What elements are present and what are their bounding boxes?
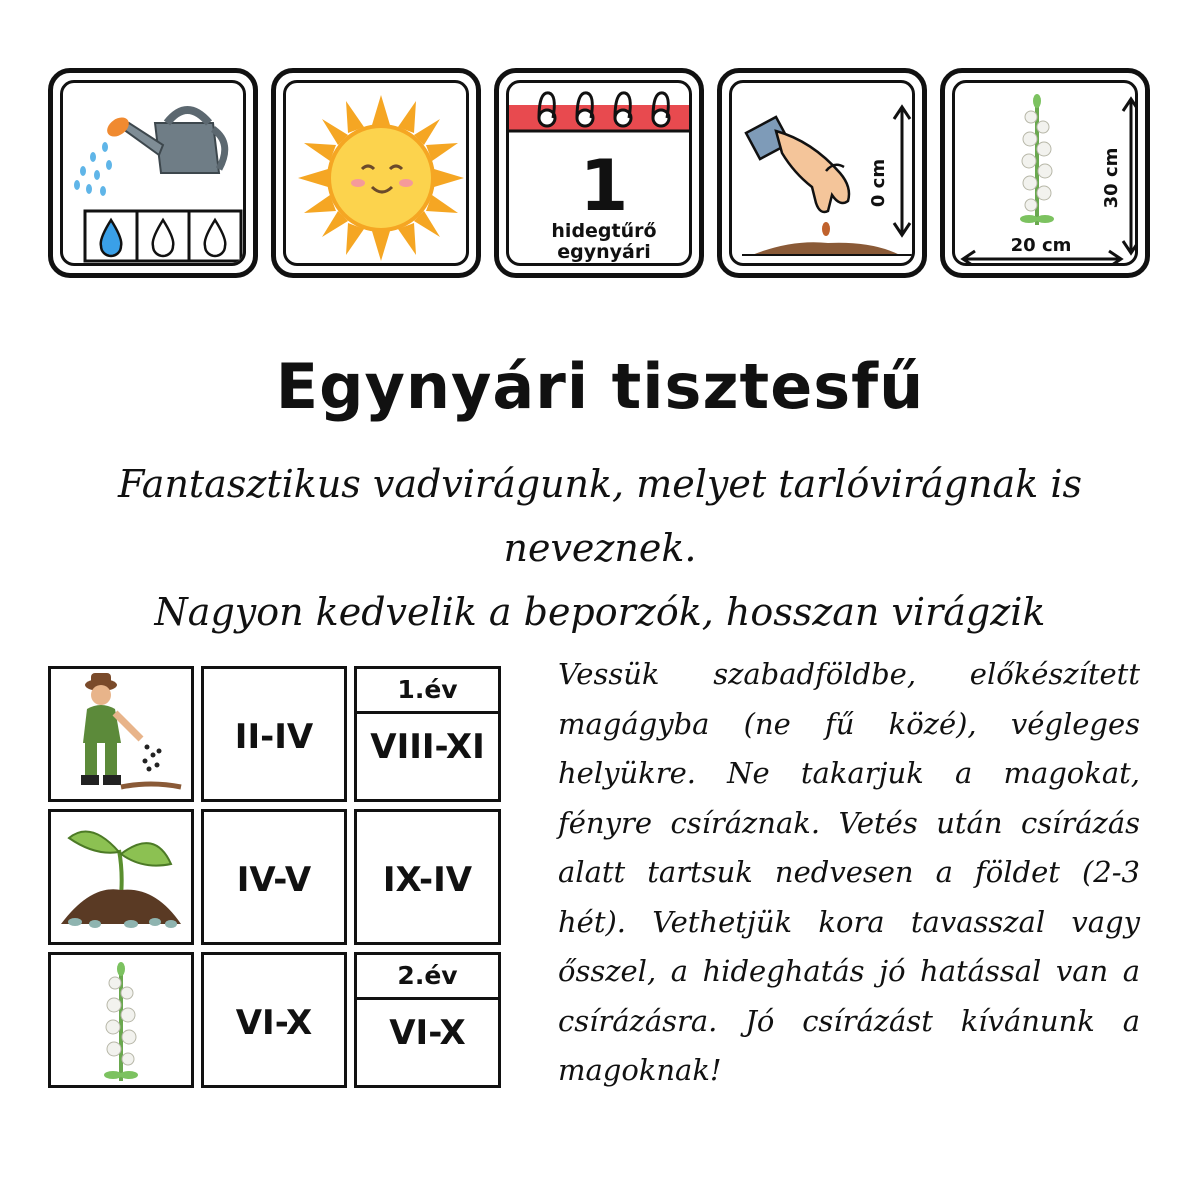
subtitle-line-1: Fantasztikus vadvirágunk, melyet tarlóvirágnak is neveznek. xyxy=(118,462,1082,570)
schedule-row-2-period: IV-V xyxy=(236,860,312,900)
page-title: Egynyári tisztesfű xyxy=(275,350,925,423)
schedule-row-1-second-period: VIII-XI xyxy=(370,727,485,767)
schedule-year-label-1: 1.év xyxy=(397,675,458,704)
sowing-depth-card xyxy=(717,68,927,278)
calendar-icon xyxy=(509,83,692,266)
schedule-row-3-second-cell xyxy=(354,952,501,1088)
farmer-sowing-icon xyxy=(51,669,191,799)
depth-label: 0 cm xyxy=(868,158,889,208)
schedule-row-3-period-cell xyxy=(201,952,347,1088)
schedule-row-2-second-period: IX-IV xyxy=(382,860,473,900)
sun-card xyxy=(271,68,481,278)
schedule-row-1-second-cell xyxy=(354,666,501,802)
schedule-row-2-second-cell xyxy=(354,809,501,945)
calendar-line1: hidegtűrő xyxy=(551,220,657,242)
plant-size-card xyxy=(940,68,1150,278)
watering-card xyxy=(48,68,258,278)
sun-icon xyxy=(286,83,469,266)
schedule-row-1-icon-cell xyxy=(48,666,194,802)
watering-can-icon xyxy=(63,83,246,266)
subtitle xyxy=(30,452,1170,644)
description-text: Vessük szabadföldbe, előkészített magágyba (ne fű közé), végleges helyükre. Ne takarjuk a magokat, fényre csíráznak. Vetés után csírázás alatt tartsuk nedvesen a földet (2-3 hét). Vethetjük kora tavasszal vagy ősszel, a hideghatás jó hatással van a csírázásra. Jó csírázást kívánunk a magoknak! xyxy=(558,657,1140,1087)
hand-sowing-icon xyxy=(732,83,915,266)
plant-size-icon xyxy=(955,83,1138,266)
seedling-icon xyxy=(51,812,191,942)
schedule-row-1-period-cell xyxy=(201,666,347,802)
calendar-number: 1 xyxy=(579,145,629,227)
schedule-row-3-icon-cell xyxy=(48,952,194,1088)
calendar-card xyxy=(494,68,704,278)
calendar-line2: egynyári xyxy=(557,241,651,263)
schedule-row-1-period: II-IV xyxy=(234,717,314,757)
width-label: 20 cm xyxy=(1010,235,1072,256)
height-label: 30 cm xyxy=(1101,147,1122,209)
schedule-year-label-2: 2.év xyxy=(397,961,458,990)
schedule-row-2-icon-cell xyxy=(48,809,194,945)
schedule-row-2-period-cell xyxy=(201,809,347,945)
schedule-row-3-period: VI-X xyxy=(235,1003,313,1043)
flower-icon xyxy=(51,955,191,1085)
subtitle-line-2: Nagyon kedvelik a beporzók, hosszan virágzik xyxy=(154,590,1046,634)
schedule-row-3-second-period: VI-X xyxy=(389,1013,466,1053)
